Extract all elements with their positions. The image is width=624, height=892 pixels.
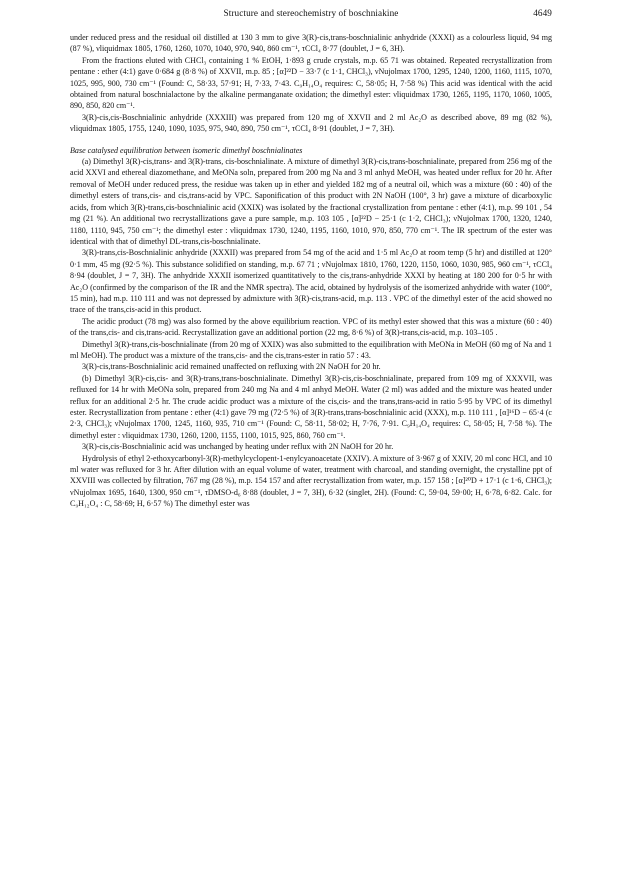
paragraph: 3(R)-cis,trans-Boschnialinic acid remained unaffected on refluxing with 2N NaOH for 20 hr. [82, 362, 381, 372]
running-head-title: Structure and stereochemistry of boschniakine [223, 8, 399, 18]
paragraph: 3(R)-trans,cis-Boschnialinic anhydride (XXXII) was prepared from 54 mg of the acid and 1·5 ml Ac₂O at room temp (5 hr) and distilled at 120° 0·1 mm, 45 mg (92·5 %). This substance solidified on standing, m.p. 67 71 ; νNujolmax 1810, 1760, 1220, 1150, 1060, 1030, 985, 960 cm⁻¹, τCCl₄ 8·94 (doublet, J = 7, 3H). The anhydride XXXII isomerized quantitatively to the cis,trans-anhydride XXXI by heating at 180 200 for 0·5 hr with Ac₂O (confirmed by the comparison of the IR and the NMR spectra). The acid, obtained by hydrolysis of the isomerized anhydride with water (100°, 15 min), had m.p. 110 111 and was not depressed by admixture with 3(R)-cis,trans-acid, m.p. 113 . VPC of the dimethyl ester of the acid showed no trace of the trans,cis-acid in this product. [70, 248, 552, 315]
paragraph: (b) Dimethyl 3(R)-cis,cis- and 3(R)-trans,trans-boschnialinate. Dimethyl 3(R)-cis,cis-boschnialinate, prepared from 109 mg of XXXVII, was refluxed for 14 hr with MeONa soln, prepared from 240 mg Na and 4 ml anhyd MeOH. Water (2 ml) was added and the mixture was heated under reflux for an additional 2·5 hr. The crude acidic product was a mixture of the cis,cis- and the trans,trans-acid in ratio 5·95 by VPC of its dimethyl ester. Recrystallization from pentane : ether (4:1) gave 79 mg (72·5 %) of 3(R)-trans,trans-boschnialinic acid (XXX), m.p. 110 111 , [α]¹⁶D − 65·4 (c 2·3, CHCl₃); νNujolmax 1700, 1245, 1160, 935, 710 cm⁻¹ (Found: C, 58·11, 58·02; H, 7·76, 7·91. C₉H₁₄O₄ requires: C, 58·05; H, 7·58 %). The dimethyl ester : νliquidmax 1730, 1260, 1200, 1155, 1100, 1015, 925, 860, 760 cm⁻¹. [70, 373, 552, 440]
article-body [70, 32, 552, 510]
paragraph: 3(R)-cis,cis-Boschnialinic anhydride (XXXIII) was prepared from 120 mg of XXVII and 2 ml Ac₂O as described above, 89 mg (82 %), νliquidmax 1805, 1755, 1240, 1090, 1035, 975, 940, 890, 750 cm⁻¹, τCCl₄ 8·91 (doublet, J = 7, 3H). [70, 112, 552, 134]
paragraph: under reduced press and the residual oil distilled at 130 3 mm to give 3(R)-cis,trans-boschnialinic anhydride (XXXI) as a colourless liquid, 94 mg (87 %), νliquidmax 1805, 1760, 1260, 1070, 1040, 970, 940, 860 cm⁻¹, τCCl₄ 8·77 (doublet, J = 6, 3H). [70, 33, 552, 54]
paragraph: 3(R)-cis,cis-Boschnialinic acid was unchanged by heating under reflux with 2N NaOH for 20 hr. [82, 442, 394, 452]
section-heading: Base catalysed equilibration between isomeric dimethyl boschnialinates [70, 145, 303, 155]
paragraph: From the fractions eluted with CHCl₃ containing 1 % EtOH, 1·893 g crude crystals, m.p. 65 71 was obtained. Repeated recrystallization from pentane : ether (4:1) gave 0·684 g (8·8 %) of XXVII, m.p. 85 ; [α]²²D − 33·7 (c 1·1, CHCl₃), νNujolmax 1700, 1295, 1240, 1200, 1160, 1115, 1070, 1025, 995, 900, 730 cm⁻¹ (Found: C, 58·33, 57·91; H, 7·33, 7·43. C₉H₁₄O₄ requires: C, 58·05; H, 7·58 %) This acid was identical with the acid obtained from natural boschnialactone by the alkaline permanganate oxidation; the dimethyl ester: νliquidmax 1730, 1265, 1195, 1170, 1060, 1005, 890, 850, 820 cm⁻¹. [70, 55, 552, 111]
paragraph: (a) Dimethyl 3(R)-cis,trans- and 3(R)-trans, cis-boschnialinate. A mixture of dimethyl 3(R)-cis,trans-boschnialinate, prepared from 256 mg of the acid XXVI and ethereal diazomethane, and MeONa soln, prepared from 200 mg Na and 3 ml anhyd MeOH, was heated under reflux for 20 hr. After removal of MeOH under reduced press, the residue was taken up in ether and yielded 182 mg of a neutral oil, which was a mixture (60 : 40) of the dimethyl esters of trans,cis- and cis,trans-acid by VPC. Saponification of this product with 2N NaOH (100°, 3 hr) gave a mixture of dicarboxylic acids, from which 3(R)-trans,cis-boschnialinic acid (XXIX) was isolated by the fractional crystallization from pentane : ether (4:1), m.p. 99 101 , 54 mg (21 %). An additional two recrystallizations gave a pure sample, m.p. 103 105 , [α]²²D − 25·1 (c 1·2, CHCl₃); νNujolmax 1700, 1320, 1240, 1180, 1110, 945, 750 cm⁻¹; the dimethyl ester : νliquidmax 1730, 1240, 1195, 1160, 1010, 970, 850, 770 cm⁻¹. The IR spectrum of the ester was identical with that of dimethyl DL-trans,cis-boschnialinate. [70, 157, 552, 246]
paragraph: Dimethyl 3(R)-trans,cis-boschnialinate (from 20 mg of XXIX) was also submitted to the equilibration with MeONa in MeOH (60 mg of Na and 1 ml MeOH). The product was a mixture of the trans,cis- and the cis,trans-ester in ratio 57 : 43. [70, 339, 552, 360]
paragraph: The acidic product (78 mg) was also formed by the above equilibrium reaction. VPC of its methyl ester showed that this was a mixture (60 : 40) of the trans,cis- and cis,trans-acid. Recrystallization gave an additional portion (22 mg, 8·6 %) of 3(R)-trans,cis-acid, m.p. 103–105 . [70, 316, 552, 338]
running-head [70, 8, 552, 26]
paragraph: Hydrolysis of ethyl 2-ethoxycarbonyl-3(R)-methylcyclopent-1-enylcyanoacetate (XXIV). A mixture of 3·967 g of XXIV, 20 ml conc HCl, and 10 ml water was refluxed for 3 hr. After dilution with an equal volume of water, treatment with charcoal, and standing overnight, the crystalline ppt of XXVIII was collected by filtration, 767 mg (28 %), m.p. 154 157 and after recrystallization from water, m.p. 157 158 ; [α]²⁰D + 17·1 (c 1·6, CHCl₃); νNujolmax 1695, 1640, 1300, 950 cm⁻¹, τDMSO-d₆ 8·88 (doublet, J = 7, 3H), 6·32 (singlet, 2H). (Found: C, 59·04, 59·00; H, 6·78, 6·82. Calc. for C₉H₁₂O₄ : C, 58·69; H, 6·57 %) The dimethyl ester was [70, 453, 552, 509]
page-number: 4649 [533, 8, 552, 18]
